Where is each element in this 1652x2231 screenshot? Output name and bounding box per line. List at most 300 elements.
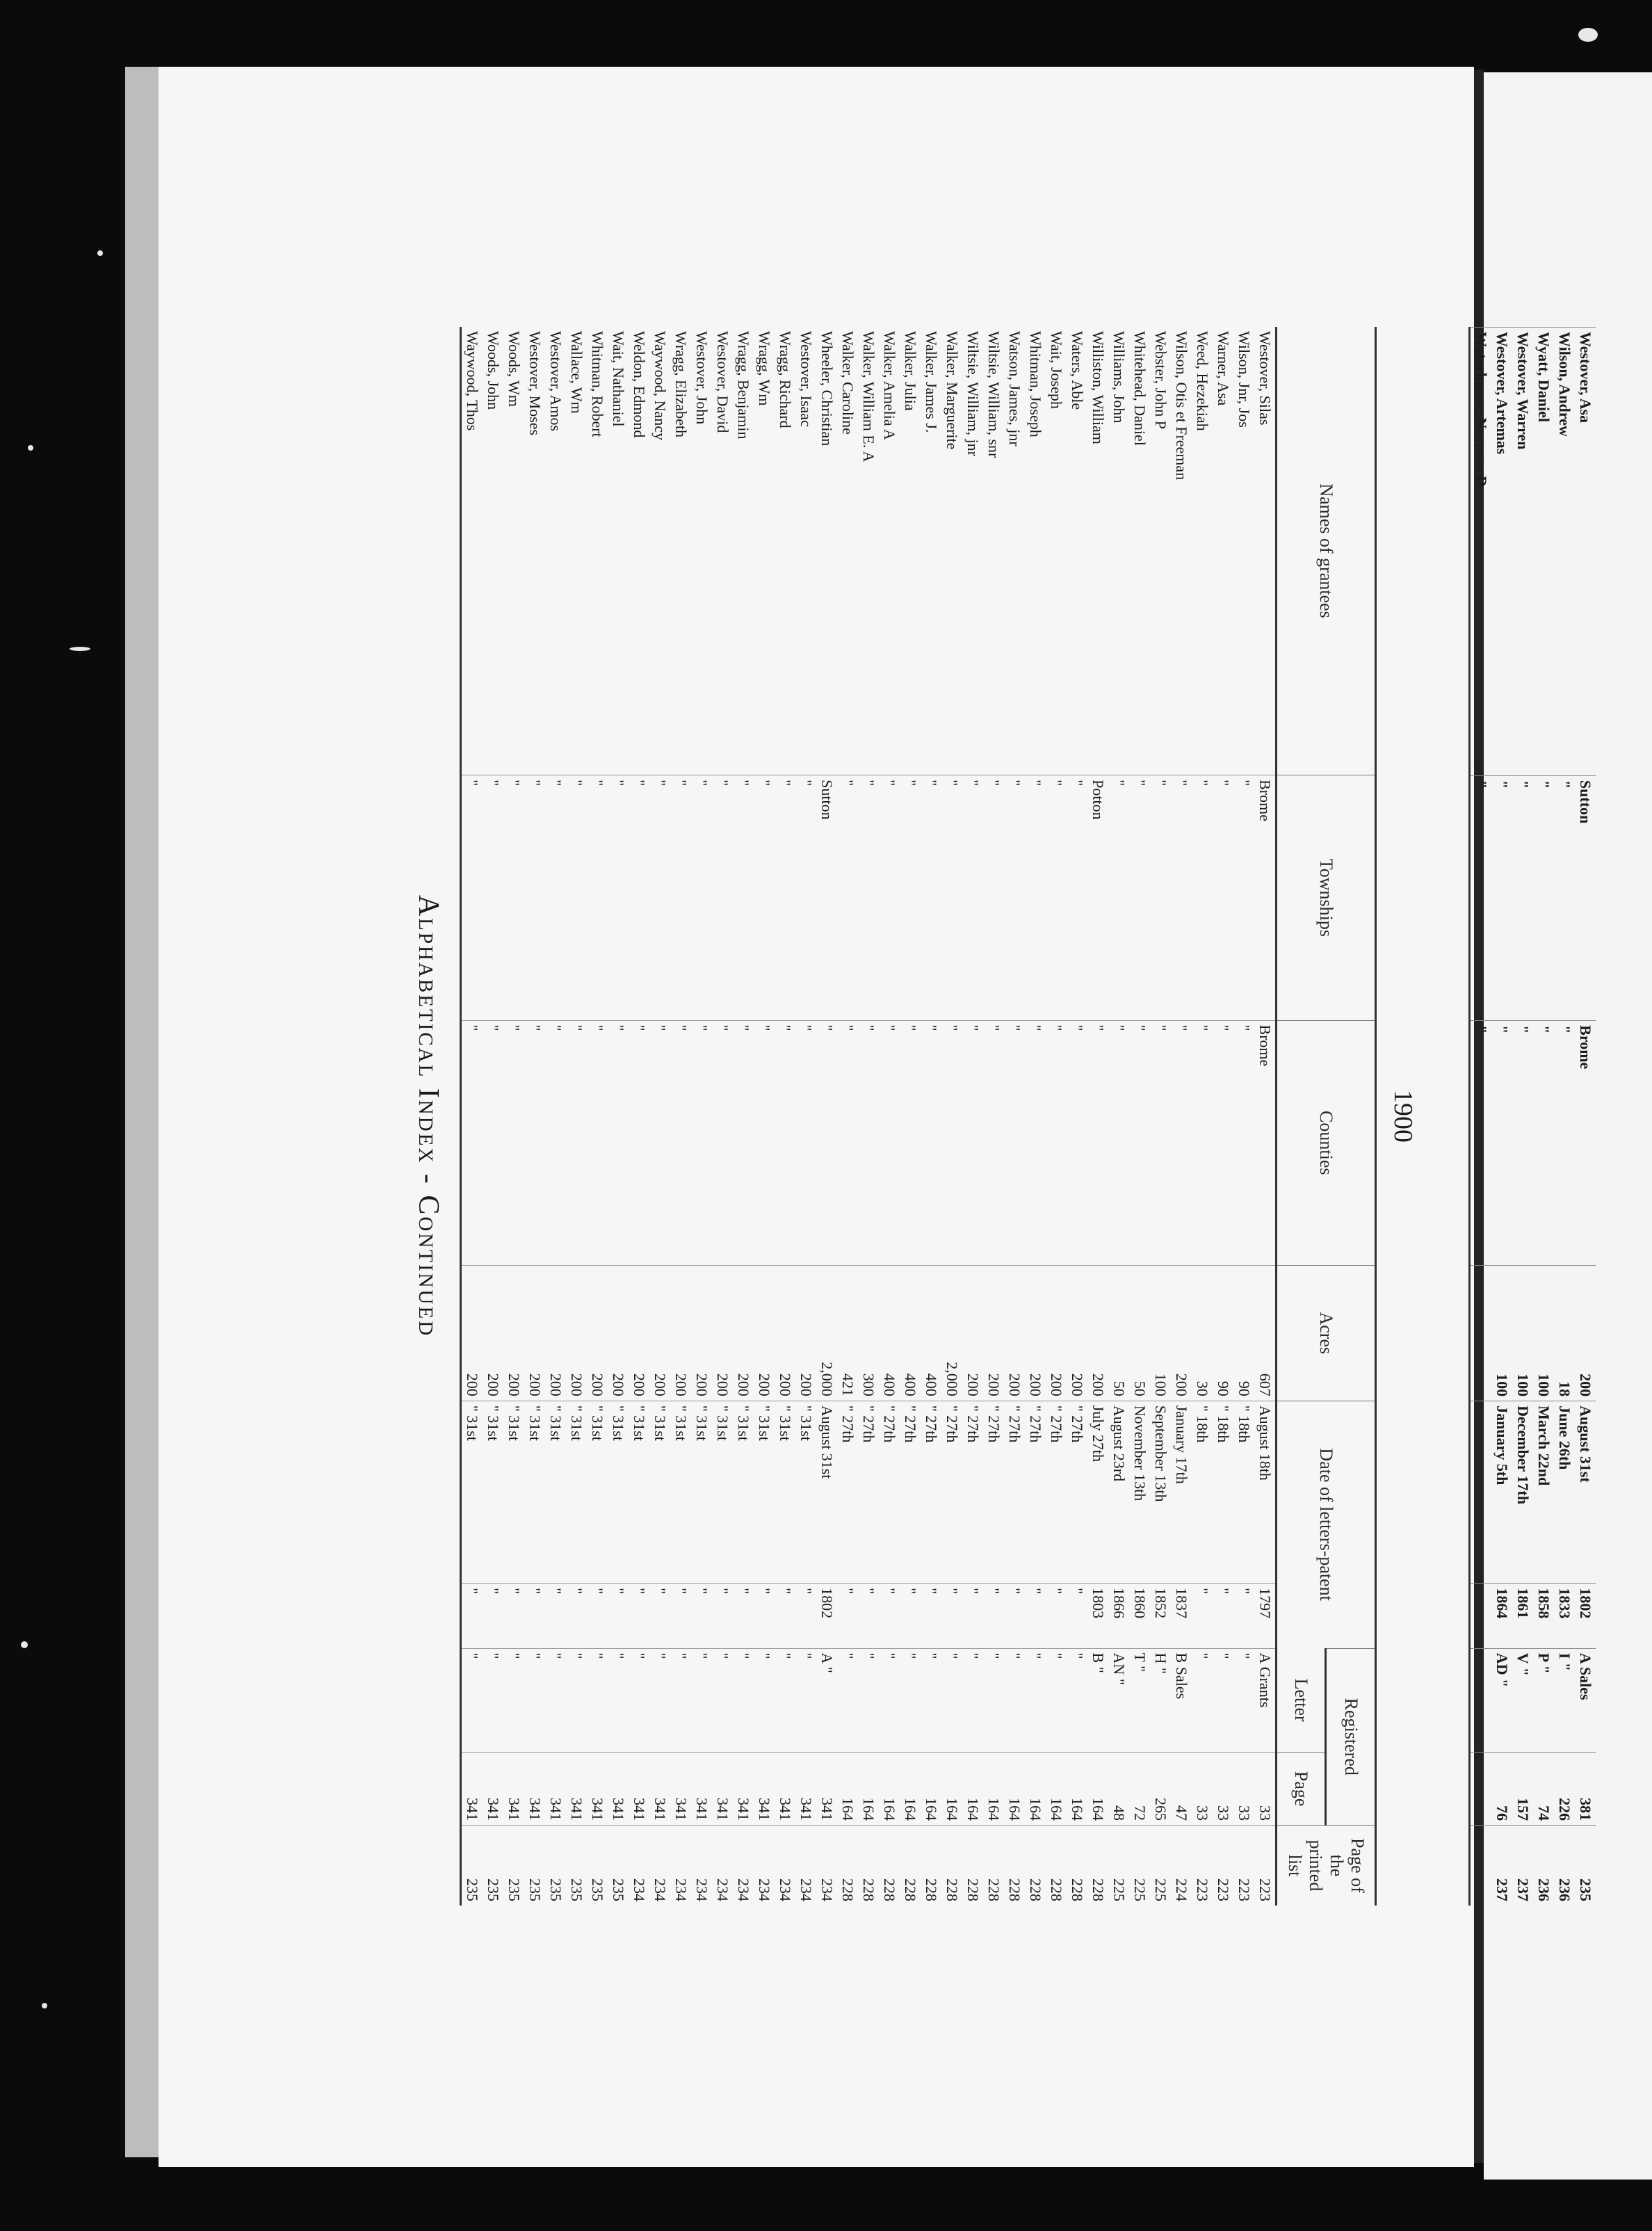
header-townships: Townships: [1277, 775, 1376, 1020]
grantee-name: Wait, Nathaniel: [610, 331, 627, 427]
header-printed-list: Page of the printed list: [1277, 1826, 1376, 1906]
page-cell: 164: [983, 1753, 1004, 1826]
county-cell: ": [1192, 1020, 1213, 1265]
grantee-name: Williams, John: [1110, 331, 1128, 424]
printed-list-cell: 235: [1575, 1826, 1596, 1906]
page-cell: 33: [1233, 1753, 1254, 1826]
page-cell: 33: [1213, 1753, 1233, 1826]
printed-list-cell: 234: [795, 1826, 816, 1906]
table-row: [837, 327, 858, 1906]
table-row: [1554, 328, 1575, 1906]
table-row: [1171, 327, 1192, 1906]
grantee-name: Whitman, Robert: [589, 331, 606, 437]
acres-cell: 2,000: [816, 1265, 837, 1401]
table-row: [858, 327, 879, 1906]
page-cell: 164: [1067, 1753, 1087, 1826]
date-cell: " 31st: [775, 1401, 795, 1583]
page-cell: 164: [858, 1753, 879, 1826]
year-cell: ": [629, 1584, 649, 1648]
page-cell: 381: [1575, 1753, 1596, 1826]
table-row: [879, 327, 900, 1906]
grantee-name: Woods, John: [485, 331, 502, 410]
table-row: [545, 327, 566, 1906]
date-cell: January 17th: [1171, 1401, 1192, 1583]
date-cell: " 27th: [941, 1401, 962, 1583]
township-cell: ": [1512, 775, 1533, 1020]
grantee-name: Walker, William E. A: [860, 331, 877, 462]
county-cell: ": [1533, 1021, 1554, 1266]
table-row: [587, 327, 608, 1906]
date-cell: " 31st: [795, 1401, 816, 1583]
grantee-name: Wilson, Otis et Freeman: [1173, 331, 1190, 481]
acres-cell: 400: [900, 1265, 921, 1401]
date-cell: " 27th: [921, 1401, 941, 1583]
county-cell: ": [629, 1020, 649, 1265]
township-cell: ": [1108, 775, 1129, 1020]
grantee-name: Watson, James, jnr: [1006, 331, 1023, 446]
acres-cell: 200: [1087, 1265, 1108, 1401]
year-cell: ": [649, 1584, 670, 1648]
acres-cell: 18: [1554, 1266, 1575, 1401]
date-cell: " 27th: [983, 1401, 1004, 1583]
county-cell: ": [566, 1020, 587, 1265]
letter-cell: A ": [816, 1648, 837, 1753]
printed-list-cell: 223: [1254, 1826, 1277, 1906]
letter-cell: H ": [1150, 1648, 1171, 1753]
date-cell: September 13th: [1150, 1401, 1171, 1583]
table-row: [1004, 327, 1025, 1906]
township-cell: ": [1213, 775, 1233, 1020]
date-cell: " 27th: [1046, 1401, 1067, 1583]
letter-cell: ": [1004, 1648, 1025, 1753]
header-letter: Letter: [1277, 1648, 1327, 1753]
year-cell: ": [1004, 1584, 1025, 1648]
letter-cell: [1470, 1648, 1492, 1753]
printed-list-cell: 228: [941, 1826, 962, 1906]
letter-cell: ": [754, 1648, 775, 1753]
year-cell: [1470, 1584, 1492, 1648]
letter-cell: B Sales: [1171, 1648, 1192, 1753]
year-cell: ": [879, 1584, 900, 1648]
date-cell: " 31st: [608, 1401, 629, 1583]
acres-cell: 100: [1512, 1266, 1533, 1401]
date-cell: [1470, 1401, 1492, 1584]
printed-list-cell: 234: [754, 1826, 775, 1906]
acres-cell: 200: [1025, 1265, 1046, 1401]
table-row: [921, 327, 941, 1906]
letter-cell: ": [545, 1648, 566, 1753]
page-title: Alphabetical Index - Continued: [412, 894, 444, 1338]
grantee-name: Webster, John P: [1152, 331, 1169, 429]
grantee-name: Walker, Caroline: [839, 331, 857, 435]
year-cell: 1858: [1533, 1584, 1554, 1648]
printed-list-cell: 235: [587, 1826, 608, 1906]
letter-cell: ": [503, 1648, 524, 1753]
letter-cell: T ": [1129, 1648, 1150, 1753]
county-cell: ": [858, 1020, 879, 1265]
date-cell: " 27th: [837, 1401, 858, 1583]
acres-cell: 2,000: [941, 1265, 962, 1401]
page-cell: 341: [545, 1753, 566, 1826]
page-cell: 164: [941, 1753, 962, 1826]
table-row: [754, 327, 775, 1906]
township-cell: ": [1491, 775, 1512, 1020]
year-cell: ": [795, 1584, 816, 1648]
county-cell: ": [649, 1020, 670, 1265]
page-cell: 341: [587, 1753, 608, 1826]
page-cell: 341: [503, 1753, 524, 1826]
letter-cell: ": [733, 1648, 754, 1753]
letter-cell: ": [670, 1648, 691, 1753]
next-section-rotated: [1415, 327, 1596, 1906]
year-cell: 1797: [1254, 1584, 1277, 1648]
date-cell: " 31st: [712, 1401, 733, 1583]
printed-list-cell: 237: [1491, 1826, 1512, 1906]
date-cell: June 26th: [1554, 1401, 1575, 1584]
grantee-name: Westover, Moses: [526, 331, 544, 436]
page-cell: 164: [1004, 1753, 1025, 1826]
printed-list-cell: 228: [962, 1826, 983, 1906]
dust-speck: [21, 1641, 28, 1648]
letter-cell: ": [649, 1648, 670, 1753]
page-cell: 47: [1171, 1753, 1192, 1826]
acres-cell: 421: [837, 1265, 858, 1401]
printed-list-cell: 228: [879, 1826, 900, 1906]
letter-cell: ": [1213, 1648, 1233, 1753]
township-cell: ": [1067, 775, 1087, 1020]
year-cell: 1860: [1129, 1584, 1150, 1648]
page-cell: 226: [1554, 1753, 1575, 1826]
page-cell: 164: [1025, 1753, 1046, 1826]
printed-list-cell: 235: [524, 1826, 545, 1906]
printed-list-cell: 235: [608, 1826, 629, 1906]
county-cell: ": [1087, 1020, 1108, 1265]
letter-cell: ": [629, 1648, 649, 1753]
page-cell: 341: [483, 1753, 503, 1826]
dust-speck: [97, 250, 103, 256]
township-cell: ": [670, 775, 691, 1020]
date-cell: " 31st: [670, 1401, 691, 1583]
page-cell: 157: [1512, 1753, 1533, 1826]
county-cell: ": [1233, 1020, 1254, 1265]
township-cell: ": [879, 775, 900, 1020]
date-cell: " 27th: [858, 1401, 879, 1583]
date-cell: November 13th: [1129, 1401, 1150, 1583]
county-cell: ": [608, 1020, 629, 1265]
township-cell: ": [461, 775, 483, 1020]
page-cell: 164: [962, 1753, 983, 1826]
acres-cell: 200: [983, 1265, 1004, 1401]
year-cell: ": [962, 1584, 983, 1648]
page-cell: 341: [775, 1753, 795, 1826]
acres-cell: 607: [1254, 1265, 1277, 1401]
acres-cell: 200: [483, 1265, 503, 1401]
township-cell: ": [1025, 775, 1046, 1020]
printed-list-cell: 228: [1004, 1826, 1025, 1906]
dust-speck: [28, 445, 33, 451]
table-row: [1470, 328, 1492, 1906]
printed-list-cell: 234: [775, 1826, 795, 1906]
year-cell: ": [858, 1584, 879, 1648]
acres-cell: 200: [545, 1265, 566, 1401]
letter-cell: A Grants: [1254, 1648, 1277, 1753]
grantee-name: Wiltsie, William, snr: [985, 331, 1003, 458]
township-cell: ": [1554, 775, 1575, 1020]
acres-cell: 200: [1575, 1266, 1596, 1401]
page-cell: 33: [1192, 1753, 1213, 1826]
county-cell: ": [503, 1020, 524, 1265]
printed-list-cell: 234: [629, 1826, 649, 1906]
township-cell: ": [1150, 775, 1171, 1020]
township-cell: ": [795, 775, 816, 1020]
table-row: [900, 327, 921, 1906]
acres-cell: 200: [670, 1265, 691, 1401]
year-cell: ": [461, 1584, 483, 1648]
county-cell: ": [733, 1020, 754, 1265]
grantee-name: Waywood, Nancy: [651, 331, 669, 441]
page-cell: 265: [1150, 1753, 1171, 1826]
letter-cell: ": [1233, 1648, 1254, 1753]
acres-cell: 400: [921, 1265, 941, 1401]
page-cell: 72: [1129, 1753, 1150, 1826]
table-row: [503, 327, 524, 1906]
table-row: [983, 327, 1004, 1906]
township-cell: ": [1192, 775, 1213, 1020]
acres-cell: 100: [1533, 1266, 1554, 1401]
year-cell: ": [921, 1584, 941, 1648]
township-cell: ": [941, 775, 962, 1020]
header-acres: Acres: [1277, 1265, 1376, 1401]
letter-cell: ": [795, 1648, 816, 1753]
grantee-name: Wallace, Wm: [568, 331, 585, 414]
printed-list-cell: 225: [1150, 1826, 1171, 1906]
table-row: [1491, 328, 1512, 1906]
date-cell: " 27th: [1004, 1401, 1025, 1583]
printed-list-cell: [1470, 1826, 1492, 1906]
date-cell: " 31st: [587, 1401, 608, 1583]
county-cell: ": [545, 1020, 566, 1265]
acres-cell: 200: [608, 1265, 629, 1401]
township-cell: ": [900, 775, 921, 1020]
page-cell: 341: [670, 1753, 691, 1826]
township-cell: ": [733, 775, 754, 1020]
table-row: [1192, 327, 1213, 1906]
table-row: [608, 327, 629, 1906]
header-names: Names of grantees: [1277, 327, 1376, 775]
page-cell: 341: [629, 1753, 649, 1826]
letter-cell: I ": [1554, 1648, 1575, 1753]
letter-cell: ": [775, 1648, 795, 1753]
grantee-name: Wragg, Elizabeth: [672, 331, 690, 438]
township-cell: ": [483, 775, 503, 1020]
township-cell: ": [983, 775, 1004, 1020]
printed-list-cell: 223: [1192, 1826, 1213, 1906]
page-cell: 164: [837, 1753, 858, 1826]
grantee-name: Walker, James J.: [923, 331, 940, 433]
grantee-name: Woods, Wm: [505, 331, 523, 408]
date-cell: December 17th: [1512, 1401, 1533, 1584]
acres-cell: 50: [1108, 1265, 1129, 1401]
table-row: [566, 327, 587, 1906]
header-page: Page: [1277, 1753, 1327, 1826]
county-cell: ": [1004, 1020, 1025, 1265]
printed-list-cell: 228: [858, 1826, 879, 1906]
printed-list-cell: 228: [900, 1826, 921, 1906]
township-cell: Sutton: [816, 775, 837, 1020]
table-row: [712, 327, 733, 1906]
acres-cell: 90: [1213, 1265, 1233, 1401]
table-row: [691, 327, 712, 1906]
acres-cell: 100: [1491, 1266, 1512, 1401]
date-cell: March 22nd: [1533, 1401, 1554, 1584]
year-cell: ": [483, 1584, 503, 1648]
page-cell: 341: [649, 1753, 670, 1826]
year-cell: ": [712, 1584, 733, 1648]
township-cell: ": [545, 775, 566, 1020]
acres-cell: 100: [1150, 1265, 1171, 1401]
grantees-table: [460, 327, 1377, 1906]
township-cell: ": [691, 775, 712, 1020]
township-cell: ": [775, 775, 795, 1020]
page-cell: 341: [795, 1753, 816, 1826]
grantee-name: Wragg, Richard: [777, 331, 794, 428]
grantee-name: Whitman, Joseph: [1027, 331, 1044, 437]
township-cell: ": [608, 775, 629, 1020]
grantee-name: Westover, Silas: [1256, 331, 1274, 426]
letter-cell: P ": [1533, 1648, 1554, 1753]
date-cell: " 31st: [483, 1401, 503, 1583]
date-cell: " 31st: [524, 1401, 545, 1583]
acres-cell: 90: [1233, 1265, 1254, 1401]
acres-cell: 200: [962, 1265, 983, 1401]
printed-list-cell: 235: [461, 1826, 483, 1906]
page-cell: 164: [921, 1753, 941, 1826]
letter-cell: A Sales: [1575, 1648, 1596, 1753]
printed-list-cell: 228: [983, 1826, 1004, 1906]
page-cell: 74: [1533, 1753, 1554, 1826]
acres-cell: 200: [587, 1265, 608, 1401]
printed-list-cell: 228: [1046, 1826, 1067, 1906]
printed-list-cell: 228: [1025, 1826, 1046, 1906]
printed-list-cell: 234: [816, 1826, 837, 1906]
page-cell: 341: [608, 1753, 629, 1826]
printed-list-cell: 234: [670, 1826, 691, 1906]
letter-cell: AD ": [1491, 1648, 1512, 1753]
table-row: [795, 327, 816, 1906]
page-cell: [1470, 1753, 1492, 1826]
dust-speck: [42, 2003, 47, 2008]
letter-cell: ": [879, 1648, 900, 1753]
acres-cell: 300: [858, 1265, 879, 1401]
county-cell: ": [1512, 1021, 1533, 1266]
printed-list-cell: 234: [733, 1826, 754, 1906]
grantee-name: Westover, Isaac: [797, 331, 815, 427]
printed-list-cell: 225: [1129, 1826, 1150, 1906]
table-row: [1213, 327, 1233, 1906]
county-cell: ": [1213, 1020, 1233, 1265]
grantee-name: Waters, Able: [1069, 331, 1086, 410]
county-cell: ": [483, 1020, 503, 1265]
date-cell: " 31st: [545, 1401, 566, 1583]
year-cell: 1852: [1150, 1584, 1171, 1648]
township-cell: ": [1533, 775, 1554, 1020]
printed-list-cell: 235: [483, 1826, 503, 1906]
grantee-name: Wragg, Wm: [756, 331, 773, 406]
date-cell: " 18th: [1192, 1401, 1213, 1583]
county-cell: ": [587, 1020, 608, 1265]
acres-cell: 200: [775, 1265, 795, 1401]
letter-cell: ": [941, 1648, 962, 1753]
county-cell: ": [816, 1020, 837, 1265]
table-row: [733, 327, 754, 1906]
letter-cell: ": [587, 1648, 608, 1753]
grantee-name: Warner, Asa: [1215, 331, 1232, 406]
letter-cell: ": [837, 1648, 858, 1753]
page-number: 1900: [1388, 1090, 1418, 1143]
acres-cell: 200: [461, 1265, 483, 1401]
page-cell: 48: [1108, 1753, 1129, 1826]
table-row: [483, 327, 503, 1906]
county-cell: ": [775, 1020, 795, 1265]
acres-cell: 200: [691, 1265, 712, 1401]
year-cell: 1833: [1554, 1584, 1575, 1648]
township-cell: ": [712, 775, 733, 1020]
date-cell: " 27th: [1067, 1401, 1087, 1583]
year-cell: ": [1025, 1584, 1046, 1648]
printed-list-cell: 236: [1533, 1826, 1554, 1906]
county-cell: ": [1108, 1020, 1129, 1265]
year-cell: ": [900, 1584, 921, 1648]
township-cell: ": [566, 775, 587, 1020]
year-cell: ": [1046, 1584, 1067, 1648]
table-row: [1533, 328, 1554, 1906]
county-cell: ": [879, 1020, 900, 1265]
table-body: [461, 327, 1277, 1906]
township-cell: ": [1046, 775, 1067, 1020]
county-cell: ": [941, 1020, 962, 1265]
page-cell: 341: [754, 1753, 775, 1826]
township-cell: ": [858, 775, 879, 1020]
date-cell: August 18th: [1254, 1401, 1277, 1583]
county-cell: ": [1491, 1021, 1512, 1266]
letter-cell: ": [858, 1648, 879, 1753]
year-cell: ": [1233, 1584, 1254, 1648]
county-cell: ": [837, 1020, 858, 1265]
letter-cell: ": [712, 1648, 733, 1753]
table-row: [1575, 328, 1596, 1906]
county-cell: ": [1067, 1020, 1087, 1265]
year-cell: ": [545, 1584, 566, 1648]
acres-cell: 200: [503, 1265, 524, 1401]
township-cell: ": [524, 775, 545, 1020]
table-row: [941, 327, 962, 1906]
letter-cell: ": [1192, 1648, 1213, 1753]
page-cell: 341: [733, 1753, 754, 1826]
date-cell: " 27th: [1025, 1401, 1046, 1583]
letter-cell: V ": [1512, 1648, 1533, 1753]
year-cell: ": [608, 1584, 629, 1648]
year-cell: 1866: [1108, 1584, 1129, 1648]
acres-cell: 200: [795, 1265, 816, 1401]
page-cell: 164: [1046, 1753, 1067, 1826]
page-cell: 341: [816, 1753, 837, 1826]
dust-speck: [1578, 28, 1598, 42]
date-cell: " 27th: [879, 1401, 900, 1583]
letter-cell: ": [962, 1648, 983, 1753]
letter-cell: ": [524, 1648, 545, 1753]
letter-cell: ": [1025, 1648, 1046, 1753]
next-section-table: [1468, 327, 1596, 1906]
